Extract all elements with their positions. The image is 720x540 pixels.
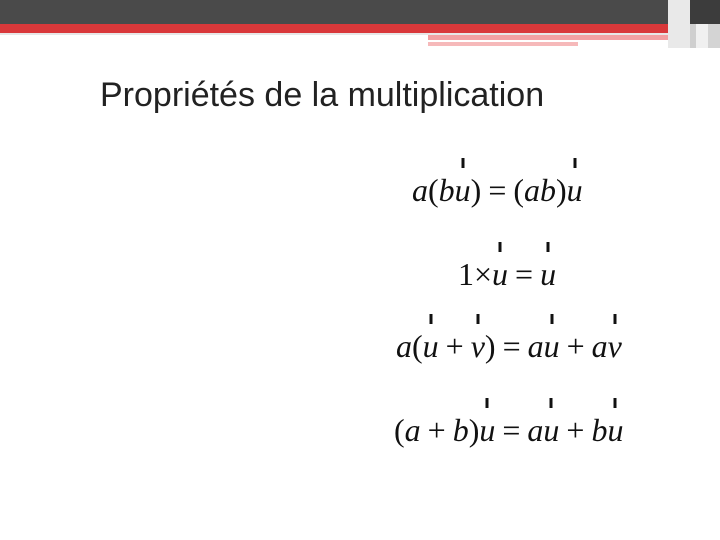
formula-associativity: a(bu) = (ab)u xyxy=(412,172,583,208)
formula-identity: 1×u = u xyxy=(458,256,557,292)
formula-distributivity-scalars: (a + b)u = au + bu xyxy=(394,412,624,448)
header-pink-bar-2 xyxy=(428,42,578,46)
header-edge-dark xyxy=(690,0,720,24)
vector-u: u xyxy=(540,256,557,292)
vector-u: u xyxy=(607,412,624,448)
vector-u: u xyxy=(422,328,439,364)
vector-u: u xyxy=(543,328,560,364)
vector-u: u xyxy=(566,172,583,208)
vector-u: u xyxy=(454,172,471,208)
formula-distributivity-vectors: a(u + v) = au + av xyxy=(396,328,622,364)
header-red-bar xyxy=(0,24,720,33)
vector-u: u xyxy=(479,412,496,448)
header-pink-bar xyxy=(428,35,668,40)
slide-title: Propriétés de la multiplication xyxy=(100,76,545,114)
header-dark-bar xyxy=(0,0,720,24)
vector-u: u xyxy=(543,412,560,448)
vector-u: u xyxy=(492,256,509,292)
vector-v: v xyxy=(470,328,485,364)
vector-v: v xyxy=(607,328,622,364)
